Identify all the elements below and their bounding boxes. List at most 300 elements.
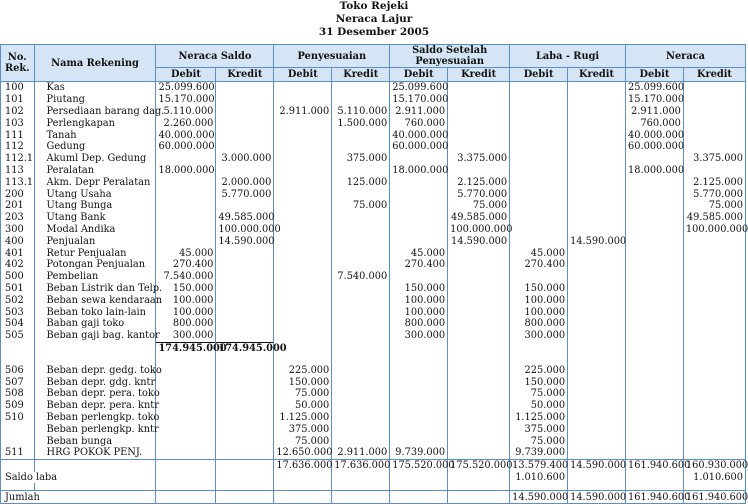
cell-lr-k — [568, 271, 626, 283]
table-row — [1, 376, 746, 388]
cell-ns-k — [216, 259, 274, 271]
account-name: Potongan Penjualan — [34, 259, 156, 271]
cell-ns-k — [216, 82, 274, 94]
cell-n-d — [626, 235, 684, 247]
cell-n-k — [683, 117, 745, 129]
cell-ns-d: 5.110.000 — [156, 106, 216, 118]
cell-p-k — [332, 294, 390, 306]
cell-ss-k: 100.000.000 — [448, 224, 510, 236]
cell-ns-k: 5.770.000 — [216, 188, 274, 200]
cell-p-k — [332, 376, 390, 388]
table-row — [1, 165, 746, 177]
account-number: 400 — [1, 235, 35, 247]
cell-n-d — [626, 176, 684, 188]
cell-ns-k — [216, 165, 274, 177]
cell-ss-k — [448, 423, 510, 435]
cell-p-k — [332, 212, 390, 224]
cell-lr-d: 1.125.000 — [510, 412, 568, 424]
account-name: HRG POKOK PENJ. — [34, 447, 156, 459]
header-ss-kredit: Kredit — [448, 68, 510, 82]
cell-p-d — [274, 212, 332, 224]
table-row — [1, 235, 746, 247]
cell-lr-d: 300.000 — [510, 330, 568, 342]
worksheet-table — [0, 44, 746, 504]
account-name: Beban depr. pera. toko — [34, 388, 156, 400]
cell-n-k — [683, 82, 745, 94]
cell-p-d: 2.911.000 — [274, 106, 332, 118]
summary-rows — [1, 459, 746, 503]
jumlah-lr-kredit: 14.590.000 — [568, 491, 626, 504]
cell-lr-k — [568, 117, 626, 129]
header-ns-debit: Debit — [156, 68, 216, 82]
cell-n-d — [626, 294, 684, 306]
cell-lr-k — [568, 94, 626, 106]
cell-lr-d: 75.000 — [510, 435, 568, 447]
cell-ss-d — [390, 364, 448, 376]
account-number: 100 — [1, 82, 35, 94]
cell-lr-d — [510, 188, 568, 200]
cell-p-k: 7.540.000 — [332, 271, 390, 283]
cell-lr-k — [568, 176, 626, 188]
cell-n-d — [626, 306, 684, 318]
account-number: 203 — [1, 212, 35, 224]
header-laba-rugi: Laba - Rugi — [510, 45, 626, 68]
cell-lr-d — [510, 271, 568, 283]
account-number: 113 — [1, 165, 35, 177]
cell-p-d — [274, 306, 332, 318]
account-name: Beban Listrik dan Telp. — [34, 283, 156, 295]
cell-ss-d: 9.739.000 — [390, 447, 448, 459]
table-row — [1, 117, 746, 129]
cell-p-k — [332, 400, 390, 412]
cell-ns-d: 25.099.600 — [156, 82, 216, 94]
cell-n-d: 760.000 — [626, 117, 684, 129]
cell-ss-d: 60.000.000 — [390, 141, 448, 153]
header-n-kredit: Kredit — [683, 68, 745, 82]
cell-ss-k: 14.590.000 — [448, 235, 510, 247]
cell-ss-k — [448, 106, 510, 118]
cell-ss-d — [390, 224, 448, 236]
cell-ss-d: 15.170.000 — [390, 94, 448, 106]
cell-ns-d: 2.260.000 — [156, 117, 216, 129]
account-number: 101 — [1, 94, 35, 106]
cell-ss-d — [390, 400, 448, 412]
header-penyesuaian: Penyesuaian — [274, 45, 390, 68]
header-saldo-setelah: Saldo Setelah Penyesuaian — [390, 45, 510, 68]
total-n-debit: 161.940.600 — [626, 459, 684, 471]
cell-p-d — [274, 330, 332, 342]
cell-lr-k — [568, 294, 626, 306]
cell-p-k — [332, 224, 390, 236]
cell-lr-d: 100.000 — [510, 294, 568, 306]
cell-lr-k — [568, 141, 626, 153]
spacer-row — [1, 483, 746, 491]
cell-p-d — [274, 188, 332, 200]
account-name: Persediaan barang dag. — [34, 106, 156, 118]
cell-ss-k — [448, 306, 510, 318]
account-number: 112 — [1, 141, 35, 153]
cell-ns-k — [216, 141, 274, 153]
cell-p-d — [274, 141, 332, 153]
table-row — [1, 364, 746, 376]
cell-ss-d: 100.000 — [390, 306, 448, 318]
cell-p-k — [332, 235, 390, 247]
account-name: Baban gaji toko — [34, 318, 156, 330]
cell-p-d — [274, 153, 332, 165]
cell-n-k: 100.000.000 — [683, 224, 745, 236]
cell-n-k — [683, 271, 745, 283]
cell-ns-d: 270.400 — [156, 259, 216, 271]
cell-lr-k — [568, 200, 626, 212]
cell-lr-d: 270.400 — [510, 259, 568, 271]
cell-ss-k — [448, 247, 510, 259]
cell-ss-d — [390, 235, 448, 247]
cell-ns-k — [216, 94, 274, 106]
cell-p-k: 75.000 — [332, 200, 390, 212]
cell-lr-k — [568, 82, 626, 94]
cell-lr-d — [510, 200, 568, 212]
cell-ss-k — [448, 129, 510, 141]
cell-ss-k — [448, 412, 510, 424]
cell-ns-k — [216, 117, 274, 129]
cell-lr-d: 9.739.000 — [510, 447, 568, 459]
cell-p-d — [274, 283, 332, 295]
cell-ss-k: 2.125.000 — [448, 176, 510, 188]
document-titles — [0, 0, 748, 39]
cell-ss-k — [448, 364, 510, 376]
total-n-kredit: 160.930.000 — [683, 459, 745, 471]
cell-p-d — [274, 318, 332, 330]
cell-ss-k — [448, 388, 510, 400]
company-name: Toko Rejeki — [339, 0, 409, 12]
table-row — [1, 176, 746, 188]
cell-ss-k: 75.000 — [448, 200, 510, 212]
jumlah-n-kredit: 161.940.600 — [683, 491, 745, 504]
cell-n-d — [626, 153, 684, 165]
cell-n-k: 75.000 — [683, 200, 745, 212]
cell-n-k — [683, 129, 745, 141]
cell-p-d — [274, 247, 332, 259]
cell-ss-d — [390, 271, 448, 283]
header-p-kredit: Kredit — [332, 68, 390, 82]
account-number: 102 — [1, 106, 35, 118]
cell-ns-d: 7.540.000 — [156, 271, 216, 283]
cell-p-d: 75.000 — [274, 388, 332, 400]
cell-n-d — [626, 188, 684, 200]
cell-ss-d: 40.000.000 — [390, 129, 448, 141]
cell-n-k — [683, 141, 745, 153]
cell-p-d: 375.000 — [274, 423, 332, 435]
cell-p-k — [332, 330, 390, 342]
cell-n-k: 49.585.000 — [683, 212, 745, 224]
account-name: Piutang — [34, 94, 156, 106]
cell-ss-d — [390, 423, 448, 435]
cell-ns-k — [216, 318, 274, 330]
cell-p-d — [274, 294, 332, 306]
cell-ss-d — [390, 435, 448, 447]
header-ss-debit: Debit — [390, 68, 448, 82]
cell-lr-k: 14.590.000 — [568, 235, 626, 247]
account-number: 511 — [1, 447, 35, 459]
account-name: Akm. Depr Peralatan — [34, 176, 156, 188]
account-number: 510 — [1, 412, 35, 424]
cell-ns-d — [156, 212, 216, 224]
account-name: Beban perlengkp. kntr — [34, 423, 156, 435]
cell-lr-d: 150.000 — [510, 376, 568, 388]
cell-n-d: 25.099.600 — [626, 82, 684, 94]
cell-ss-k — [448, 376, 510, 388]
header-no: No. Rek. — [1, 45, 35, 82]
account-name: Utang Usaha — [34, 188, 156, 200]
cell-ss-k — [448, 165, 510, 177]
account-name: Akuml Dep. Gedung — [34, 153, 156, 165]
neraca-saldo-total-row — [1, 342, 746, 354]
cell-p-k — [332, 412, 390, 424]
account-number: 113.1 — [1, 176, 35, 188]
header-lr-kredit: Kredit — [568, 68, 626, 82]
account-name: Beban depr. gdg. kntr — [34, 376, 156, 388]
cell-lr-d — [510, 153, 568, 165]
cell-lr-k — [568, 306, 626, 318]
cell-ns-k — [216, 330, 274, 342]
adjustment-rows — [1, 364, 746, 459]
saldo-laba-n-kredit: 1.010.600 — [683, 472, 745, 484]
cell-n-d: 40.000.000 — [626, 129, 684, 141]
cell-n-k — [683, 235, 745, 247]
cell-n-d — [626, 200, 684, 212]
cell-n-k — [683, 94, 745, 106]
cell-lr-d: 100.000 — [510, 306, 568, 318]
cell-lr-d — [510, 212, 568, 224]
cell-ss-d: 2.911.000 — [390, 106, 448, 118]
cell-ss-k — [448, 435, 510, 447]
cell-ns-d — [156, 188, 216, 200]
account-number: 103 — [1, 117, 35, 129]
cell-ns-d: 18.000.000 — [156, 165, 216, 177]
table-row — [1, 141, 746, 153]
cell-ss-k: 3.375.000 — [448, 153, 510, 165]
account-name: Retur Penjualan — [34, 247, 156, 259]
table-row — [1, 212, 746, 224]
cell-p-k — [332, 82, 390, 94]
cell-ns-d — [156, 224, 216, 236]
cell-lr-d: 150.000 — [510, 283, 568, 295]
cell-ns-d — [156, 176, 216, 188]
cell-p-k — [332, 318, 390, 330]
cell-lr-d — [510, 82, 568, 94]
saldo-laba-label: Saldo laba — [1, 472, 156, 484]
account-name: Peralatan — [34, 165, 156, 177]
cell-lr-d: 800.000 — [510, 318, 568, 330]
cell-p-k — [332, 435, 390, 447]
cell-p-k — [332, 129, 390, 141]
cell-p-k — [332, 247, 390, 259]
table-row — [1, 388, 746, 400]
cell-p-d — [274, 94, 332, 106]
account-name: Beban toko lain-lain — [34, 306, 156, 318]
cell-p-k: 5.110.000 — [332, 106, 390, 118]
header-lr-debit: Debit — [510, 68, 568, 82]
cell-lr-d: 50.000 — [510, 400, 568, 412]
cell-ns-k — [216, 200, 274, 212]
cell-ss-d: 100.000 — [390, 294, 448, 306]
cell-n-k — [683, 306, 745, 318]
account-number: 502 — [1, 294, 35, 306]
total-lr-kredit: 14.590.000 — [568, 459, 626, 471]
account-name: Beban depr. gedg. toko — [34, 364, 156, 376]
cell-p-k — [332, 364, 390, 376]
cell-n-d — [626, 318, 684, 330]
table-row — [1, 400, 746, 412]
cell-n-d — [626, 224, 684, 236]
table-row — [1, 306, 746, 318]
ns-total-debit: 174.945.000 — [156, 342, 216, 354]
cell-p-k — [332, 306, 390, 318]
account-number: 503 — [1, 306, 35, 318]
cell-ns-k — [216, 247, 274, 259]
cell-ss-d — [390, 388, 448, 400]
account-number: 509 — [1, 400, 35, 412]
cell-n-d: 15.170.000 — [626, 94, 684, 106]
cell-ns-d: 15.170.000 — [156, 94, 216, 106]
account-name: Gedung — [34, 141, 156, 153]
table-row — [1, 271, 746, 283]
header-ns-kredit: Kredit — [216, 68, 274, 82]
account-number: 200 — [1, 188, 35, 200]
cell-ss-d — [390, 153, 448, 165]
cell-ss-d — [390, 212, 448, 224]
cell-p-k — [332, 388, 390, 400]
cell-lr-d — [510, 141, 568, 153]
cell-n-d — [626, 271, 684, 283]
cell-p-d — [274, 82, 332, 94]
account-number: 504 — [1, 318, 35, 330]
cell-n-d: 60.000.000 — [626, 141, 684, 153]
cell-ss-d — [390, 188, 448, 200]
cell-ns-k — [216, 294, 274, 306]
worksheet-table-wrapper — [0, 44, 746, 504]
account-name: Pembelian — [34, 271, 156, 283]
cell-n-k: 2.125.000 — [683, 176, 745, 188]
cell-n-k — [683, 247, 745, 259]
table-row — [1, 330, 746, 342]
cell-ss-d: 270.400 — [390, 259, 448, 271]
cell-ns-k — [216, 306, 274, 318]
cell-lr-k — [568, 330, 626, 342]
table-row — [1, 106, 746, 118]
cell-n-d — [626, 212, 684, 224]
account-name: Beban depr. pera. kntr — [34, 400, 156, 412]
table-row — [1, 200, 746, 212]
cell-lr-d: 375.000 — [510, 423, 568, 435]
account-number: 506 — [1, 364, 35, 376]
header-neraca-saldo: Neraca Saldo — [156, 45, 274, 68]
cell-lr-k — [568, 247, 626, 259]
cell-p-d — [274, 259, 332, 271]
cell-lr-d — [510, 129, 568, 141]
table-row — [1, 412, 746, 424]
cell-ss-k — [448, 141, 510, 153]
cell-p-d — [274, 235, 332, 247]
cell-lr-k — [568, 106, 626, 118]
account-name: Utang Bank — [34, 212, 156, 224]
cell-p-d — [274, 224, 332, 236]
table-row — [1, 188, 746, 200]
cell-n-k — [683, 330, 745, 342]
account-name: Utang Bunga — [34, 200, 156, 212]
account-number: 112.1 — [1, 153, 35, 165]
cell-ns-d: 100.000 — [156, 306, 216, 318]
account-number: 300 — [1, 224, 35, 236]
table-row — [1, 318, 746, 330]
cell-n-k — [683, 165, 745, 177]
account-number: 402 — [1, 259, 35, 271]
cell-p-d: 50.000 — [274, 400, 332, 412]
cell-lr-d — [510, 176, 568, 188]
cell-lr-k — [568, 283, 626, 295]
cell-ns-d — [156, 153, 216, 165]
cell-p-k — [332, 423, 390, 435]
cell-ss-k — [448, 117, 510, 129]
account-number: 401 — [1, 247, 35, 259]
jumlah-row — [1, 491, 746, 504]
cell-p-d: 225.000 — [274, 364, 332, 376]
cell-ss-k — [448, 271, 510, 283]
cell-n-d: 2.911.000 — [626, 106, 684, 118]
cell-n-k: 5.770.000 — [683, 188, 745, 200]
cell-ns-k: 2.000.000 — [216, 176, 274, 188]
cell-p-k — [332, 94, 390, 106]
account-number: 507 — [1, 376, 35, 388]
cell-lr-k — [568, 318, 626, 330]
cell-ss-d — [390, 176, 448, 188]
cell-n-d — [626, 283, 684, 295]
cell-p-k — [332, 188, 390, 200]
total-p-kredit: 17.636.000 — [332, 459, 390, 471]
cell-lr-k — [568, 212, 626, 224]
cell-ns-d — [156, 200, 216, 212]
cell-ss-d: 150.000 — [390, 283, 448, 295]
cell-ns-k — [216, 106, 274, 118]
cell-lr-k — [568, 188, 626, 200]
cell-ns-k: 100.000.000 — [216, 224, 274, 236]
cell-ns-k: 14.590.000 — [216, 235, 274, 247]
cell-n-d: 18.000.000 — [626, 165, 684, 177]
table-row — [1, 259, 746, 271]
cell-lr-k — [568, 259, 626, 271]
account-name: Perlengkapan — [34, 117, 156, 129]
table-row — [1, 294, 746, 306]
cell-p-d: 75.000 — [274, 435, 332, 447]
table-row — [1, 82, 746, 94]
cell-ss-d: 760.000 — [390, 117, 448, 129]
cell-ss-k — [448, 318, 510, 330]
header-name: Nama Rekening — [34, 45, 156, 82]
account-name: Tanah — [34, 129, 156, 141]
cell-ss-k — [448, 447, 510, 459]
cell-n-k — [683, 318, 745, 330]
spacer-row — [1, 354, 746, 364]
cell-lr-d: 225.000 — [510, 364, 568, 376]
account-rows — [1, 82, 746, 365]
cell-ns-d: 300.000 — [156, 330, 216, 342]
cell-ss-d: 25.099.600 — [390, 82, 448, 94]
table-row — [1, 129, 746, 141]
cell-ss-d: 800.000 — [390, 318, 448, 330]
cell-ss-k — [448, 330, 510, 342]
jumlah-label: Jumlah — [1, 491, 156, 504]
table-row — [1, 447, 746, 459]
